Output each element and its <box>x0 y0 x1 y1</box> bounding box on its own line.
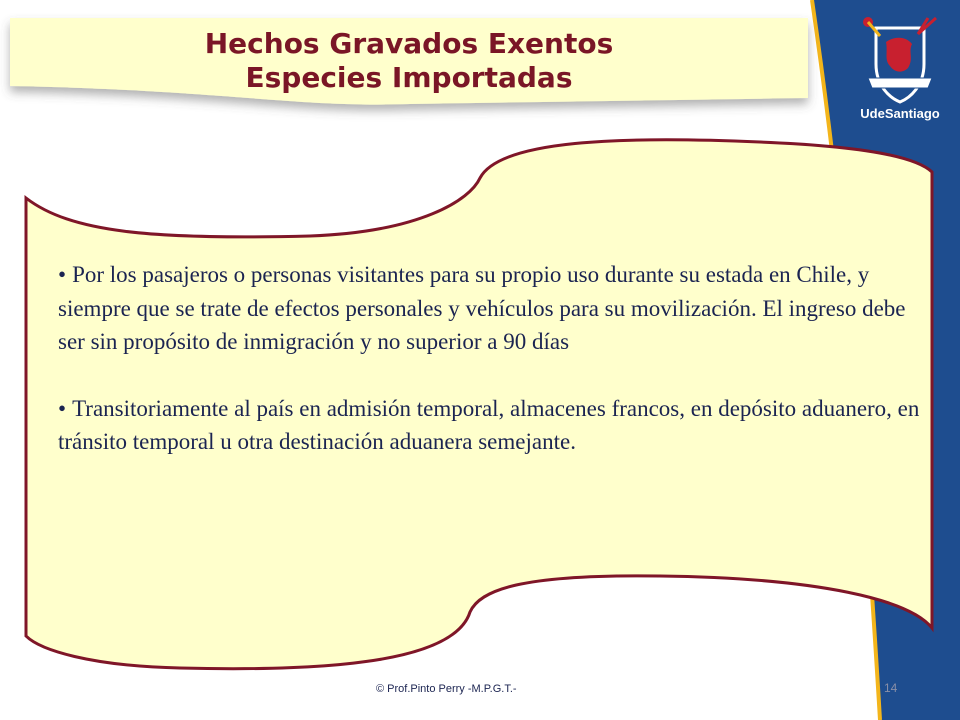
bullet-text: Por los pasajeros o personas visitantes para su propio uso durante su estada en Chile, y siempre que se trate de efectos personales y vehículos para su movilización. El ingreso debe ser sin propósito de inmigración y no superior a 90 días <box>58 262 906 354</box>
bullet-item <box>58 392 920 459</box>
page-number: 14 <box>884 681 898 695</box>
bullet-dot: • <box>58 395 67 421</box>
slide-title <box>10 18 808 116</box>
university-logo <box>848 8 952 128</box>
slide-body <box>58 258 920 492</box>
bullet-text: Transitoriamente al país en admisión temporal, almacenes francos, en depósito aduanero, en tránsito temporal u otra destinación aduanera semejante. <box>58 395 920 454</box>
slide-footer <box>0 679 960 703</box>
footer-copyright: © Prof.Pinto Perry -M.P.G.T.- <box>376 683 517 695</box>
bullet-item <box>58 258 920 359</box>
bullet-dot: • <box>58 262 67 287</box>
title-line-1: Hechos Gravados Exentos <box>204 27 614 60</box>
logo-wordmark: UdeSantiago <box>860 106 940 121</box>
title-line-2: Especies Importadas <box>245 61 573 94</box>
